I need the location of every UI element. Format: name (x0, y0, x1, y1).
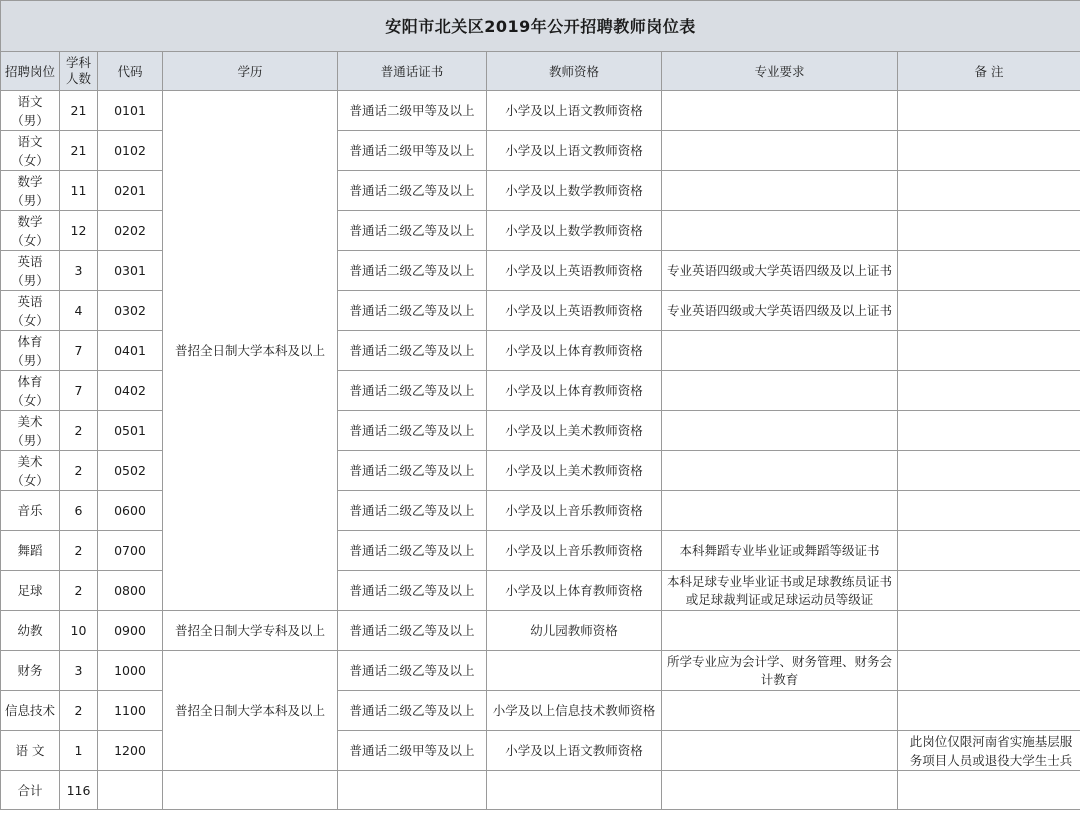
mandarin-cell: 普通话二级乙等及以上 (338, 651, 487, 691)
education-cell: 普招全日制大学专科及以上 (163, 611, 338, 651)
total-count: 116 (60, 771, 98, 810)
major-requirement-cell: 专业英语四级或大学英语四级及以上证书 (662, 251, 898, 291)
code-cell: 0301 (98, 251, 163, 291)
position-cell (1, 251, 60, 291)
position-cell (1, 331, 60, 371)
table-row (1, 651, 1080, 691)
table-row (1, 531, 1080, 571)
mandarin-cell: 普通话二级乙等及以上 (338, 691, 487, 731)
qualification-cell: 小学及以上英语教师资格 (487, 251, 662, 291)
count-cell: 12 (60, 211, 98, 251)
major-requirement-cell: 本科舞蹈专业毕业证或舞蹈等级证书 (662, 531, 898, 571)
remarks-cell (898, 331, 1080, 371)
qualification-cell: 小学及以上数学教师资格 (487, 171, 662, 211)
position-gender: （女） (11, 152, 49, 168)
empty-cell (98, 771, 163, 810)
mandarin-cell: 普通话二级乙等及以上 (338, 171, 487, 211)
position-cell (1, 411, 60, 451)
code-cell: 0101 (98, 91, 163, 131)
table-row (1, 131, 1080, 171)
position-gender: （女） (11, 232, 49, 248)
table-row (1, 731, 1080, 771)
qualification-cell: 小学及以上音乐教师资格 (487, 531, 662, 571)
qualification-cell: 小学及以上美术教师资格 (487, 411, 662, 451)
position-name: 财务 (17, 663, 43, 678)
mandarin-cell: 普通话二级乙等及以上 (338, 371, 487, 411)
mandarin-cell: 普通话二级乙等及以上 (338, 611, 487, 651)
major-requirement-cell (662, 131, 898, 171)
remarks-cell (898, 531, 1080, 571)
count-cell: 2 (60, 691, 98, 731)
mandarin-cell: 普通话二级乙等及以上 (338, 331, 487, 371)
qualification-cell: 小学及以上音乐教师资格 (487, 491, 662, 531)
qualification-cell: 小学及以上体育教师资格 (487, 331, 662, 371)
remarks-cell (898, 291, 1080, 331)
position-gender: （男） (11, 352, 49, 368)
position-cell (1, 371, 60, 411)
qualification-cell: 小学及以上信息技术教师资格 (487, 691, 662, 731)
position-name: 足球 (17, 583, 43, 598)
mandarin-cell: 普通话二级乙等及以上 (338, 291, 487, 331)
table-row (1, 571, 1080, 611)
remarks-cell (898, 651, 1080, 691)
position-cell (1, 531, 60, 571)
qualification-cell: 小学及以上数学教师资格 (487, 211, 662, 251)
major-requirement-cell: 本科足球专业毕业证书或足球教练员证书或足球裁判证或足球运动员等级证 (662, 571, 898, 611)
count-cell: 21 (60, 91, 98, 131)
count-cell: 2 (60, 411, 98, 451)
table-row (1, 451, 1080, 491)
code-cell: 0201 (98, 171, 163, 211)
remarks-cell (898, 371, 1080, 411)
code-cell: 0402 (98, 371, 163, 411)
position-name: 英语 (17, 293, 43, 309)
empty-cell (338, 771, 487, 810)
header-education: 学历 (163, 52, 338, 91)
position-name: 美术 (17, 453, 43, 469)
table-row (1, 331, 1080, 371)
mandarin-cell: 普通话二级乙等及以上 (338, 211, 487, 251)
position-cell (1, 91, 60, 131)
count-cell: 7 (60, 331, 98, 371)
qualification-cell: 小学及以上语文教师资格 (487, 131, 662, 171)
education-cell: 普招全日制大学本科及以上 (163, 651, 338, 771)
position-cell (1, 691, 60, 731)
mandarin-cell: 普通话二级甲等及以上 (338, 131, 487, 171)
header-row (1, 52, 1080, 91)
mandarin-cell: 普通话二级乙等及以上 (338, 531, 487, 571)
position-name: 数学 (17, 213, 43, 229)
position-gender: （女） (11, 312, 49, 328)
major-requirement-cell (662, 331, 898, 371)
total-label: 合计 (1, 771, 60, 810)
remarks-cell: 此岗位仅限河南省实施基层服务项目人员或退役大学生士兵 (898, 731, 1080, 771)
major-requirement-cell (662, 451, 898, 491)
major-requirement-cell (662, 611, 898, 651)
total-row (1, 771, 1080, 810)
major-requirement-cell (662, 491, 898, 531)
position-cell (1, 731, 60, 771)
qualification-cell: 小学及以上语文教师资格 (487, 91, 662, 131)
position-gender: （男） (11, 272, 49, 288)
empty-cell (487, 771, 662, 810)
position-gender: （男） (11, 112, 49, 128)
code-cell: 1000 (98, 651, 163, 691)
code-cell: 0502 (98, 451, 163, 491)
major-requirement-cell (662, 731, 898, 771)
count-cell: 2 (60, 531, 98, 571)
remarks-cell (898, 91, 1080, 131)
major-requirement-cell: 专业英语四级或大学英语四级及以上证书 (662, 291, 898, 331)
position-name: 语文 (17, 133, 43, 149)
table-row (1, 371, 1080, 411)
table-title: 安阳市北关区2019年公开招聘教师岗位表 (1, 1, 1080, 52)
position-gender: （女） (11, 392, 49, 408)
remarks-cell (898, 211, 1080, 251)
header-qualification: 教师资格 (487, 52, 662, 91)
position-cell (1, 451, 60, 491)
header-major-requirement: 专业要求 (662, 52, 898, 91)
header-code: 代码 (98, 52, 163, 91)
mandarin-cell: 普通话二级甲等及以上 (338, 731, 487, 771)
major-requirement-cell: 所学专业应为会计学、财务管理、财务会计教育 (662, 651, 898, 691)
code-cell: 0501 (98, 411, 163, 451)
position-name: 数学 (17, 173, 43, 189)
header-count (60, 52, 98, 91)
mandarin-cell: 普通话二级乙等及以上 (338, 451, 487, 491)
count-cell: 1 (60, 731, 98, 771)
count-cell: 2 (60, 451, 98, 491)
qualification-cell: 小学及以上美术教师资格 (487, 451, 662, 491)
code-cell: 0900 (98, 611, 163, 651)
position-name: 舞蹈 (17, 543, 43, 558)
mandarin-cell: 普通话二级乙等及以上 (338, 411, 487, 451)
empty-cell (662, 771, 898, 810)
empty-cell (898, 771, 1080, 810)
position-gender: （男） (11, 432, 49, 448)
remarks-cell (898, 251, 1080, 291)
position-cell (1, 291, 60, 331)
position-gender: （女） (11, 472, 49, 488)
remarks-cell (898, 411, 1080, 451)
header-mandarin: 普通话证书 (338, 52, 487, 91)
major-requirement-cell (662, 171, 898, 211)
count-cell: 3 (60, 251, 98, 291)
major-requirement-cell (662, 371, 898, 411)
table-row (1, 691, 1080, 731)
count-cell: 6 (60, 491, 98, 531)
qualification-cell: 小学及以上英语教师资格 (487, 291, 662, 331)
count-cell: 3 (60, 651, 98, 691)
position-cell (1, 171, 60, 211)
qualification-cell: 小学及以上语文教师资格 (487, 731, 662, 771)
major-requirement-cell (662, 411, 898, 451)
position-name: 体育 (17, 333, 43, 349)
code-cell: 0102 (98, 131, 163, 171)
position-cell (1, 611, 60, 651)
major-requirement-cell (662, 91, 898, 131)
qualification-cell (487, 651, 662, 691)
empty-cell (163, 771, 338, 810)
position-name: 信息技术 (4, 703, 55, 718)
header-remarks: 备 注 (898, 52, 1080, 91)
education-cell: 普招全日制大学本科及以上 (163, 91, 338, 611)
position-name: 美术 (17, 413, 43, 429)
major-requirement-cell (662, 691, 898, 731)
position-name: 语 文 (15, 743, 45, 758)
position-name: 英语 (17, 253, 43, 269)
remarks-cell (898, 131, 1080, 171)
count-cell: 7 (60, 371, 98, 411)
table-row (1, 291, 1080, 331)
header-count-line1: 学科 (65, 55, 91, 70)
qualification-cell: 小学及以上体育教师资格 (487, 571, 662, 611)
position-cell (1, 571, 60, 611)
remarks-cell (898, 171, 1080, 211)
code-cell: 0600 (98, 491, 163, 531)
mandarin-cell: 普通话二级甲等及以上 (338, 91, 487, 131)
table-row (1, 491, 1080, 531)
table-row (1, 211, 1080, 251)
qualification-cell: 幼儿园教师资格 (487, 611, 662, 651)
remarks-cell (898, 691, 1080, 731)
count-cell: 11 (60, 171, 98, 211)
table-row (1, 171, 1080, 211)
major-requirement-cell (662, 211, 898, 251)
code-cell: 0800 (98, 571, 163, 611)
remarks-cell (898, 611, 1080, 651)
count-cell: 2 (60, 571, 98, 611)
mandarin-cell: 普通话二级乙等及以上 (338, 491, 487, 531)
code-cell: 1100 (98, 691, 163, 731)
code-cell: 1200 (98, 731, 163, 771)
code-cell: 0401 (98, 331, 163, 371)
table-row (1, 411, 1080, 451)
header-count-line2: 人数 (65, 71, 91, 86)
position-name: 体育 (17, 373, 43, 389)
position-gender: （男） (11, 192, 49, 208)
remarks-cell (898, 451, 1080, 491)
table-row (1, 251, 1080, 291)
table-row (1, 91, 1080, 131)
count-cell: 4 (60, 291, 98, 331)
position-name: 幼教 (17, 623, 43, 638)
count-cell: 21 (60, 131, 98, 171)
position-name: 音乐 (17, 503, 43, 518)
code-cell: 0202 (98, 211, 163, 251)
mandarin-cell: 普通话二级乙等及以上 (338, 251, 487, 291)
code-cell: 0700 (98, 531, 163, 571)
count-cell: 10 (60, 611, 98, 651)
remarks-cell (898, 571, 1080, 611)
position-cell (1, 651, 60, 691)
position-cell (1, 131, 60, 171)
header-position: 招聘岗位 (1, 52, 60, 91)
position-name: 语文 (17, 93, 43, 109)
remarks-cell (898, 491, 1080, 531)
table-row (1, 611, 1080, 651)
code-cell: 0302 (98, 291, 163, 331)
mandarin-cell: 普通话二级乙等及以上 (338, 571, 487, 611)
qualification-cell: 小学及以上体育教师资格 (487, 371, 662, 411)
position-cell (1, 491, 60, 531)
position-cell (1, 211, 60, 251)
